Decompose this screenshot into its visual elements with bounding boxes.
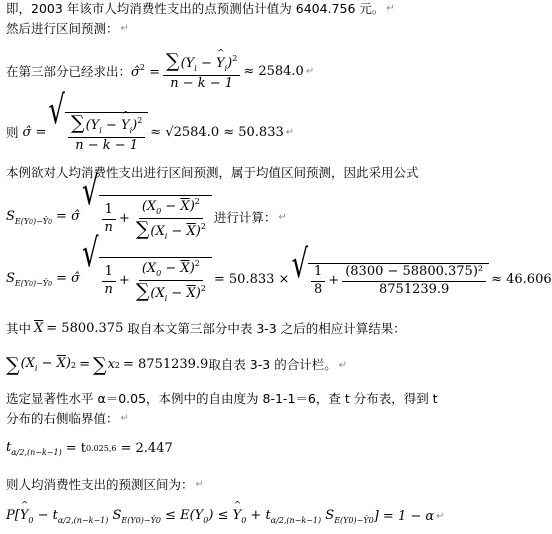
label: 则: [6, 124, 19, 140]
numerator: (8300 − 58800.375)²: [342, 265, 486, 282]
critical-value-intro: 分布的右侧临界值： ↵: [6, 411, 129, 426]
denominator: 8751239.9: [379, 281, 450, 297]
return-mark: ↵: [338, 359, 348, 371]
critical-value-formula: $t_{\alpha/2,(n-k-1)}$ = t 0.025,6 = 2.447: [6, 439, 173, 457]
return-mark: ↵: [278, 212, 287, 224]
result: ≈ √2584.0 ≈ 50.833: [150, 124, 284, 140]
return-mark: ↵: [195, 479, 204, 491]
label: 在第三部分已经求出：: [6, 63, 132, 79]
point-estimate-sentence: [6, 2, 519, 16]
return-mark: ↵: [305, 66, 315, 78]
return-mark: ↵: [386, 3, 395, 15]
label: 进行计算：: [213, 209, 277, 225]
coefficient: = 50.833 ×: [213, 271, 290, 287]
interval-intro: [6, 22, 519, 36]
sqrt: √ $\frac{\sum(Y_i - \^{} Y_i)^2}{n - k - 1}$: [48, 112, 148, 153]
text: 即，2003 年该市人均消费性支出的点预测估计值为 6404.756 元。: [6, 1, 385, 16]
fraction: $\frac{\sum(Y_i - \^{} Y_i)^2}{n - k - 1}$: [163, 52, 240, 91]
return-mark: ↵: [436, 511, 445, 523]
result: ≈ 2584.0: [243, 63, 304, 79]
return-mark: ↵: [120, 23, 129, 35]
interval-intro-2: 则人均消费性支出的预测区间为： ↵: [6, 477, 204, 492]
se-formula: $S_{E(Y0)-Ŷ0}$ = σ̂ √ $\frac{1}{n}$ + $\frac{(X_0 - \overline{X})^2}{\sum(X_i - \overline{X})^2}$ 进行计算： ↵: [6, 169, 287, 241]
sum-squares-sentence: ∑ $(X_i - \overline{X})$ 2 = ∑ x 2 = 8751239.9 取自表 3-3 的合计栏。 ↵: [6, 354, 348, 376]
result: ≈ 46.606: [491, 271, 552, 287]
return-mark: ↵: [120, 413, 129, 425]
sigma-squared-formula: [6, 48, 519, 96]
return-mark: ↵: [285, 127, 295, 139]
sigma-formula: 则 σ̂ = √ $\frac{\sum(Y_i - \^{} Y_i)^2}{n - k - 1}$ ≈ √2584.0 ≈ 50.833 ↵: [6, 110, 519, 156]
significance-sentence: 选定显著性水平 α＝0.05，本例中的自由度为 8-1-1＝6，查 t 分布表，得到 t: [6, 391, 438, 406]
prediction-interval-formula: P[^ $Y_0 - t_{\alpha/2,(n-k-1)}$ $S_{E(Y0)-Ŷ0} \le E(Y_0)$ ≤ ^ $Y_0 + t_{\alpha/2,(n-k-1)}$ $S_{E(Y0)-Ŷ0}$ ] = 1 − α ↵: [6, 502, 519, 532]
text: 然后进行区间预测：: [6, 21, 119, 36]
text: 本例欲对人均消费性支出进行区间预测，属于均值区间预测，因此采用公式: [6, 165, 419, 180]
se-computation: $S_{E(Y0)-Ŷ0}$ = σ̂ √ $\frac{1}{n}$ + $\frac{(X_0 - \overline{X})^2}{\sum(X_i - \overline{X})^2}$ = 50.833 × √ $\frac{1}{8}$ + $\frac{\text{(8300 − 58800.375)²}}{8751239.9}$ ≈ 46.606: [6, 231, 552, 303]
xbar-sentence: 其中 $\overline{X}$ = 5800.375 取自本文第三部分中表 3-3 之后的相应计算结果：: [6, 321, 406, 337]
sigma-hat-squared: σ̂$^2$ =: [131, 63, 161, 81]
